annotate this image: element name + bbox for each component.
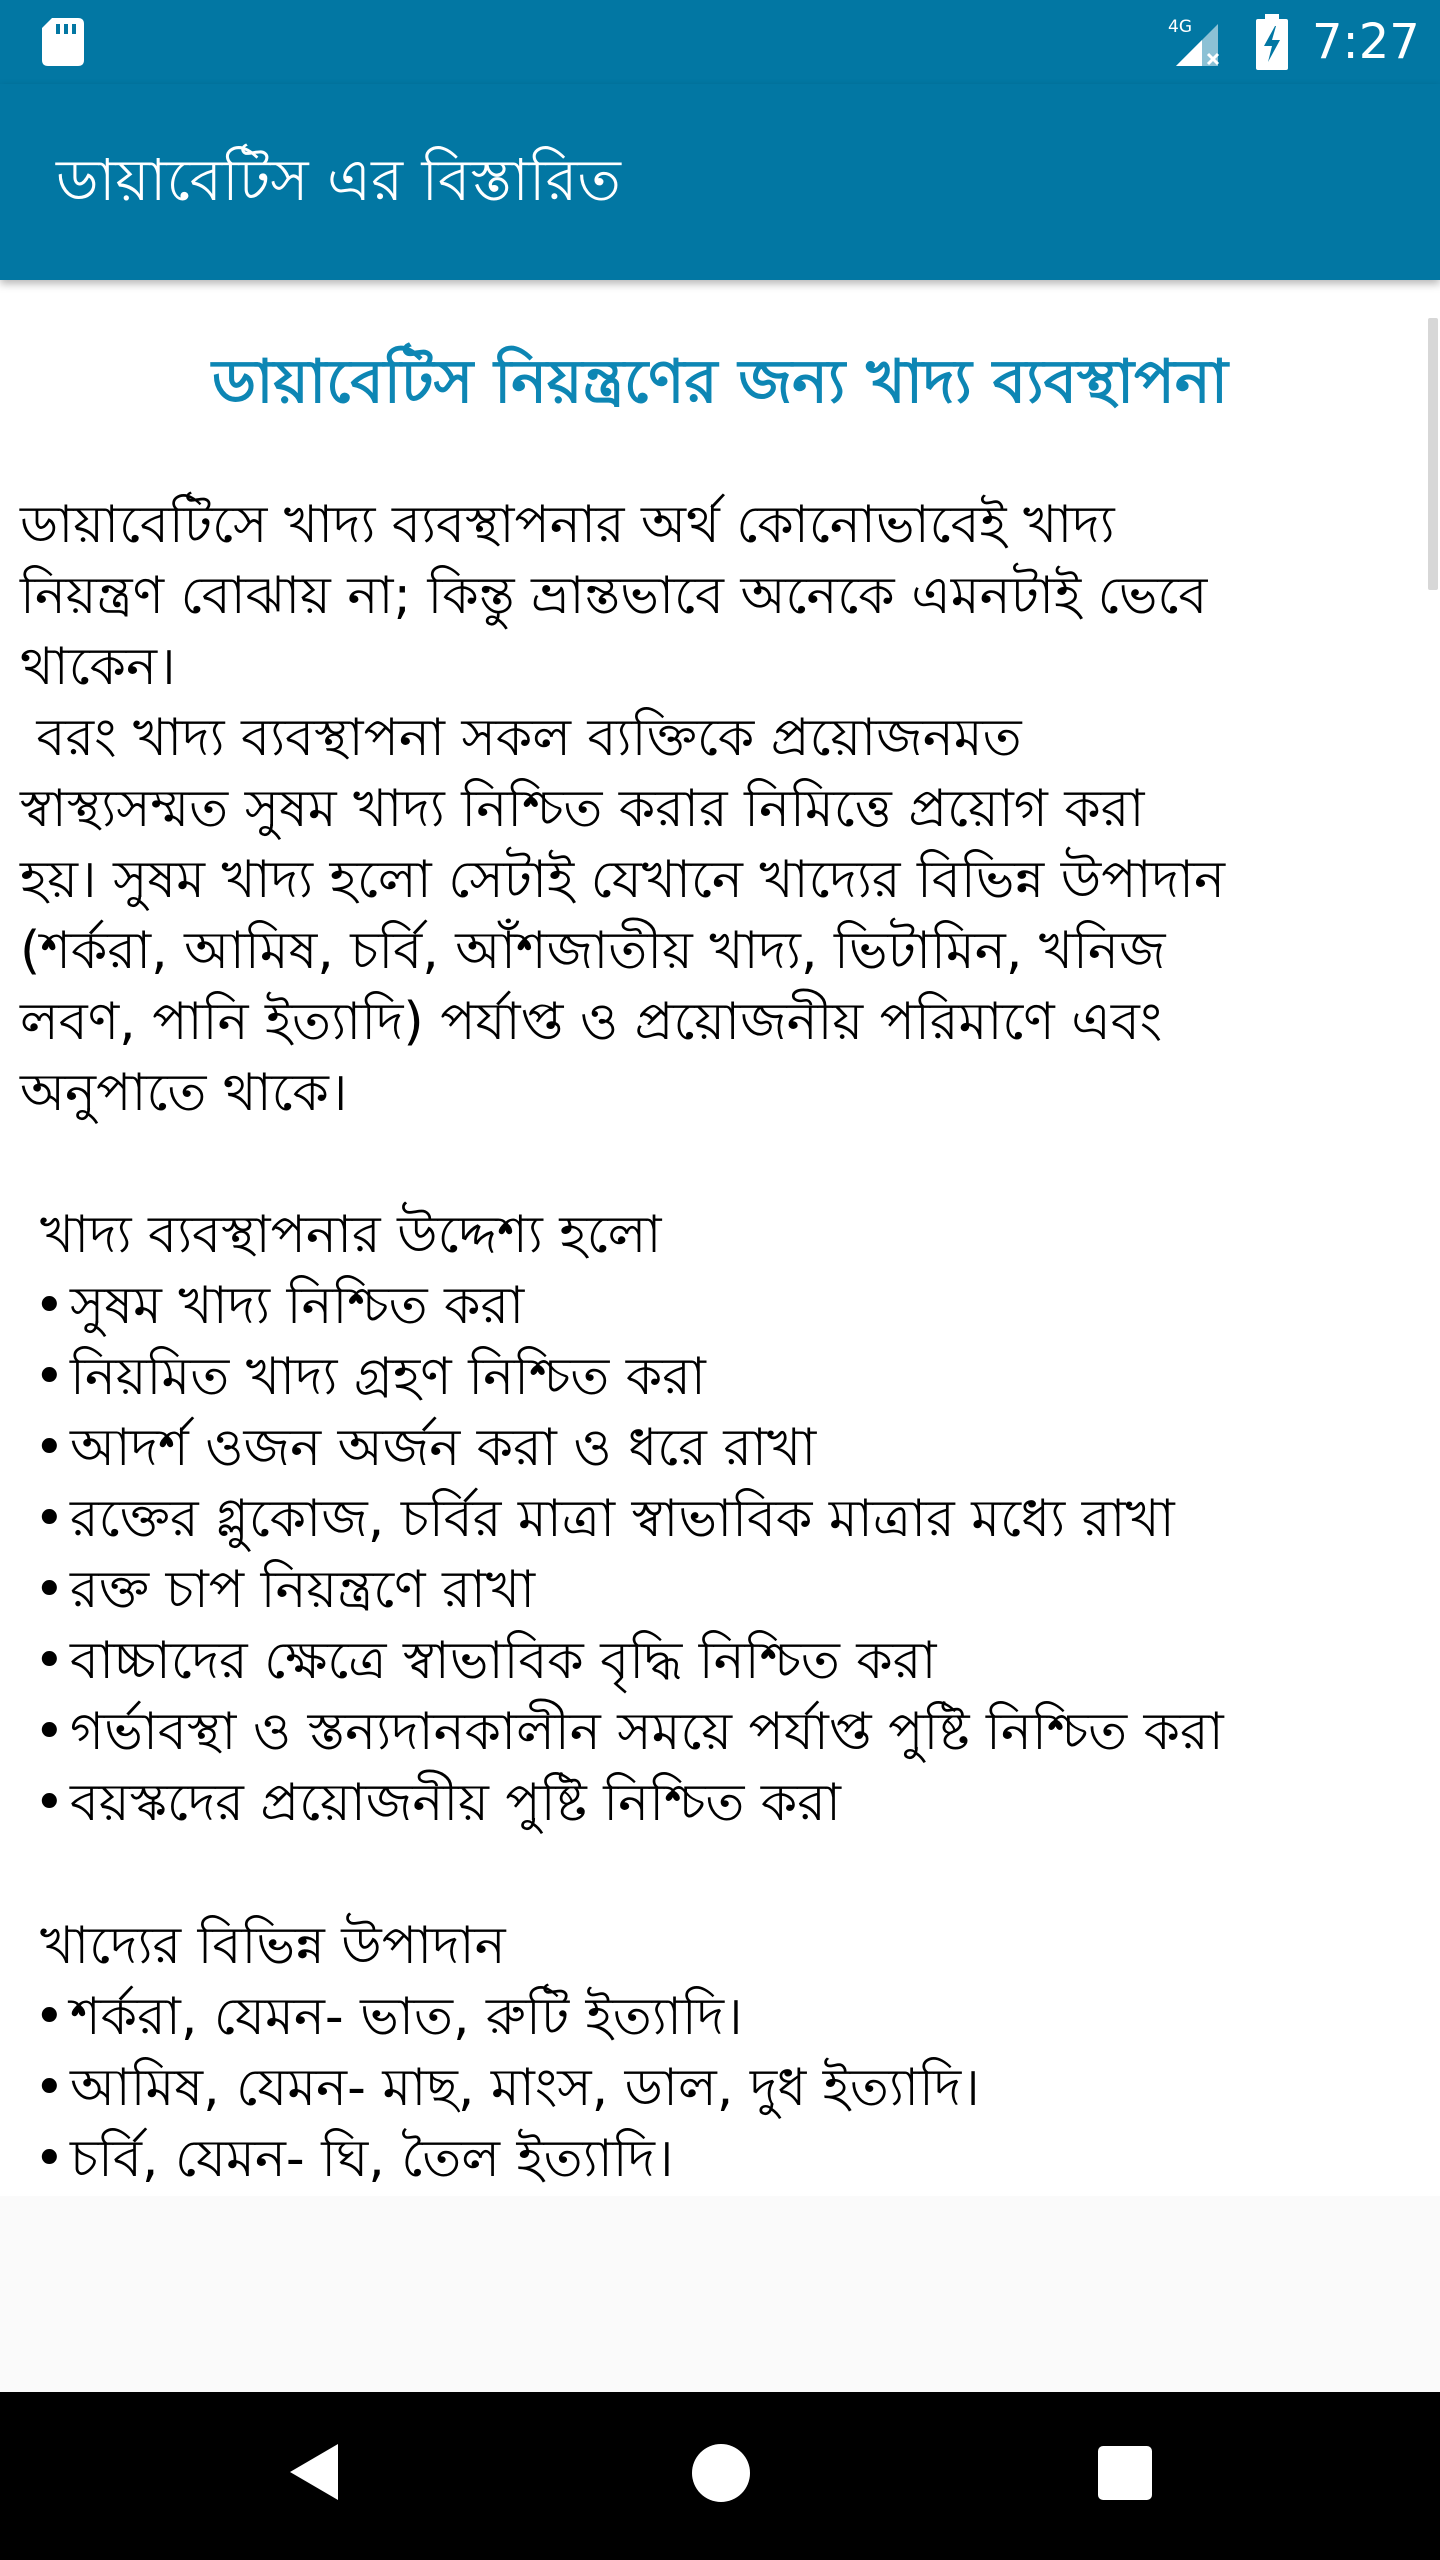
navigation-bar [0, 2392, 1440, 2560]
paragraph-line: লবণ, পানি ইত্যাদি) পর্যাপ্ত ও প্রয়োজনীয় পরিমাণে এবং [20, 992, 1163, 1052]
paragraph-line: অনুপাতে থাকে। [20, 1063, 348, 1123]
list-item [34, 1484, 1424, 1555]
bullet: • [34, 1418, 65, 1478]
list-item-text: আদর্শ ওজন অর্জন করা ও ধরে রাখা [70, 1418, 817, 1478]
bullet: • [34, 1773, 65, 1833]
clock: 7:27 [1312, 14, 1420, 70]
article-content[interactable] [0, 280, 1440, 2196]
bullet: • [34, 1702, 65, 1762]
list-item-text: সুষম খাদ্য নিশ্চিত করা [70, 1276, 525, 1336]
objectives-list [34, 1200, 1424, 1839]
list-item [34, 1271, 1424, 1342]
paragraph-line: নিয়ন্ত্রণ বোঝায় না; কিন্তু ভ্রান্তভাবে অনেকে এমনটাই ভেবে [20, 566, 1208, 626]
bullet: • [34, 1631, 65, 1691]
empty-area [0, 2196, 1440, 2392]
list-item-text: নিয়মিত খাদ্য গ্রহণ নিশ্চিত করা [70, 1347, 706, 1407]
paragraph-line: স্বাস্থ্যসম্মত সুষম খাদ্য নিশ্চিত করার নিমিত্তে প্রয়োগ করা [20, 779, 1145, 839]
status-bar [0, 0, 1440, 84]
paragraph-line: ডায়াবেটিসে খাদ্য ব্যবস্থাপনার অর্থ কোনোভাবেই খাদ্য [20, 495, 1115, 555]
signal-icon [1168, 16, 1228, 68]
list-item [34, 1697, 1424, 1768]
paragraph-intro [20, 490, 1420, 703]
paragraph-balanced-diet [20, 703, 1420, 1129]
components-list [34, 1911, 1424, 2195]
bullet: • [34, 1347, 65, 1407]
bullet: • [34, 1489, 65, 1549]
paragraph-line: (শর্করা, আমিষ, চর্বি, আঁশজাতীয় খাদ্য, ভিটামিন, খনিজ [20, 921, 1166, 981]
paragraph-line: বরং খাদ্য ব্যবস্থাপনা সকল ব্যক্তিকে প্রয়োজনমত [20, 708, 1022, 768]
app-bar [0, 84, 1440, 280]
list-item [34, 1982, 1424, 2053]
list-item-text: শর্করা, যেমন- ভাত, রুটি ইত্যাদি। [70, 1987, 743, 2047]
list-item [34, 1342, 1424, 1413]
list-item-text: চর্বি, যেমন- ঘি, তৈল ইত্যাদি। [70, 2129, 674, 2189]
list-item-text: রক্তের গ্লুকোজ, চর্বির মাত্রা স্বাভাবিক মাত্রার মধ্যে রাখা [70, 1489, 1175, 1549]
list-item [34, 1768, 1424, 1839]
list-item [34, 1626, 1424, 1697]
bullet: • [34, 2058, 65, 2118]
bullet: • [34, 2129, 65, 2189]
list-item [34, 2124, 1424, 2195]
recents-icon[interactable] [1098, 2446, 1152, 2500]
battery-charging-icon [1252, 14, 1292, 70]
list-item-text: রক্ত চাপ নিয়ন্ত্রণে রাখা [70, 1560, 536, 1620]
list-item [34, 1413, 1424, 1484]
list-item-text: বয়স্কদের প্রয়োজনীয় পুষ্টি নিশ্চিত করা [70, 1773, 841, 1833]
list-item [34, 1555, 1424, 1626]
sd-card-icon [42, 18, 84, 66]
components-title: খাদ্যের বিভিন্ন উপাদান [40, 1916, 506, 1976]
app-title: ডায়াবেটিস এর বিস্তারিত [56, 146, 621, 214]
bullet: • [34, 1276, 65, 1336]
bullet: • [34, 1987, 65, 2047]
list-item-text: গর্ভাবস্থা ও স্তন্যদানকালীন সময়ে পর্যাপ্ত পুষ্টি নিশ্চিত করা [70, 1702, 1224, 1762]
paragraph-line: থাকেন। [20, 637, 176, 697]
home-icon[interactable] [692, 2444, 750, 2502]
network-type-label: 4G [1168, 17, 1192, 37]
list-item-text: বাচ্চাদের ক্ষেত্রে স্বাভাবিক বৃদ্ধি নিশ্চিত করা [70, 1631, 937, 1691]
scrollbar-thumb[interactable] [1428, 318, 1438, 590]
objectives-title: খাদ্য ব্যবস্থাপনার উদ্দেশ্য হলো [40, 1205, 662, 1265]
article-heading: ডায়াবেটিস নিয়ন্ত্রণের জন্য খাদ্য ব্যবস্থাপনা [211, 347, 1229, 417]
bullet: • [34, 1560, 65, 1620]
list-item [34, 2053, 1424, 2124]
paragraph-line: হয়। সুষম খাদ্য হলো সেটাই যেখানে খাদ্যের বিভিন্ন উপাদান [20, 850, 1226, 910]
list-item-text: আমিষ, যেমন- মাছ, মাংস, ডাল, দুধ ইত্যাদি। [70, 2058, 980, 2118]
back-icon[interactable] [286, 2440, 342, 2504]
